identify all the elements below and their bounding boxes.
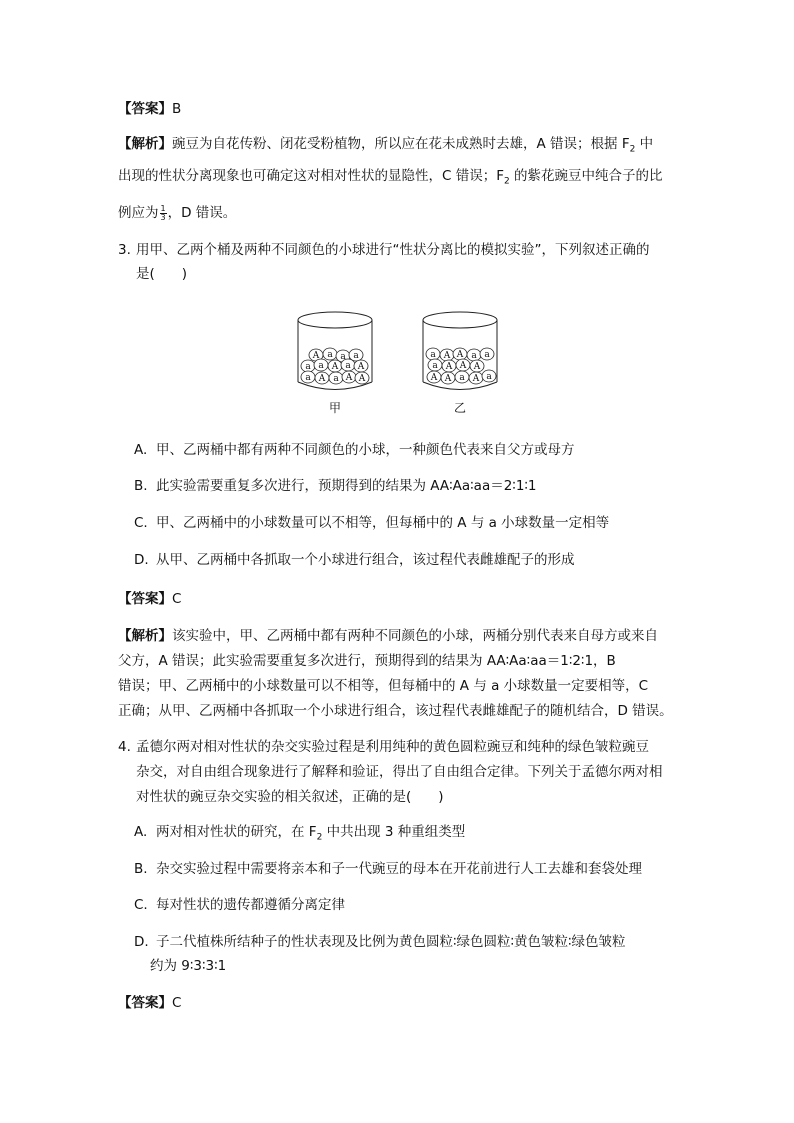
- ball-A: A: [456, 350, 464, 360]
- answer-value: B: [172, 101, 182, 117]
- ball-a: a: [459, 373, 465, 383]
- ball-A: A: [444, 374, 452, 384]
- ball-A: A: [473, 362, 481, 372]
- fraction: $\frac{1}{3}$: [160, 203, 166, 222]
- answer-3: [118, 587, 678, 611]
- bucket-yi-label: 乙: [453, 401, 467, 415]
- analysis-3: 【解析】该实验中，甲、乙两桶中都有两种不同颜色的小球，两桶分别代表来自母方或来自 父方，A 错误；此实验需要重复多次进行，预期得到的结果为 AA∶Aa∶aa＝1∶2∶1，B 错误；甲、乙两桶中的小球数量可以不相等，但每桶中的 A 与 a 小球数量一定要相等，C 正确；从甲、乙两桶中各抓取一个小球进行组合，该过程代表雌雄配子的随机结合，D 错误。: [118, 628, 673, 719]
- answer-value: C: [172, 591, 182, 607]
- option-c[interactable]: C. 每对性状的遗传都遵循分离定律: [134, 897, 345, 913]
- option-a[interactable]: A. 两对相对性状的研究，在 $F_2$ 中共出现 3 种重组类型: [134, 824, 466, 843]
- question-text: 是( ): [136, 266, 188, 282]
- analysis-label: 【解析】: [118, 628, 172, 644]
- option-b[interactable]: B. 杂交实验过程中需要将亲本和子一代豌豆的母本在开花前进行人工去雄和套袋处理: [134, 861, 642, 877]
- ball-A: A: [312, 351, 320, 361]
- bucket-yi: [423, 312, 497, 390]
- question-number: 3.: [118, 242, 131, 258]
- analysis-line: 出现的性状分离现象也可确定这对相对性状的显隐性，C 错误；$F_2$ 的紫花豌豆中纯合子的比: [118, 167, 663, 187]
- option-a[interactable]: A. 甲、乙两桶中都有两种不同颜色的小球，一种颜色代表来自父方或母方: [134, 442, 575, 458]
- ball-a: a: [333, 374, 339, 384]
- analysis-line: 【解析】豌豆为自花传粉、闭花受粉植物，所以应在花未成熟时去雄，A 错误；根据 $F_2$ 中: [118, 136, 654, 155]
- question-text: 孟德尔两对相对性状的杂交实验过程是利用纯种的黄色圆粒豌豆和纯种的绿色皱粒豌豆: [136, 739, 649, 755]
- ball-A: A: [345, 373, 353, 383]
- ball-a: a: [471, 351, 477, 361]
- question-4: [118, 735, 678, 810]
- answer-label: 【答案】: [118, 995, 172, 1011]
- ball-a: a: [432, 361, 438, 371]
- answer-label: 【答案】: [118, 591, 172, 607]
- ball-a: a: [430, 350, 436, 360]
- option-b[interactable]: B. 此实验需要重复多次进行，预期得到的结果为 AA∶Aa∶aa＝2∶1∶1: [134, 478, 537, 494]
- option-d[interactable]: D. 从甲、乙两桶中各抓取一个小球进行组合，该过程代表雌雄配子的形成: [134, 552, 575, 568]
- ball-A: A: [430, 373, 438, 383]
- analysis-label: 【解析】: [118, 136, 172, 152]
- ball-a: a: [486, 372, 492, 382]
- bucket-diagram: [290, 302, 510, 422]
- answer-4: [118, 991, 678, 1015]
- answer-2: [118, 97, 678, 121]
- question-3: [118, 238, 678, 286]
- question-text: 对性状的豌豆杂交实验的相关叙述，正确的是( ): [136, 789, 444, 805]
- ball-a: a: [305, 373, 311, 383]
- analysis-line: 例应为 $\frac{1}{3}$ ，D 错误。: [118, 203, 237, 222]
- question-text: 杂交，对自由组合现象进行了解释和验证，得出了自由组合定律。下列关于孟德尔两对相: [136, 764, 663, 780]
- question-number: 4.: [118, 739, 131, 755]
- bucket-jia-label: 甲: [328, 401, 342, 415]
- ball-a: a: [353, 351, 359, 361]
- analysis-2: [118, 132, 678, 225]
- ball-a: a: [327, 350, 333, 360]
- ball-A: A: [459, 361, 467, 371]
- ball-A: A: [472, 374, 480, 384]
- option-c[interactable]: C. 甲、乙两桶中的小球数量可以不相等，但每桶中的 A 与 a 小球数量一定相等: [134, 515, 610, 531]
- answer-value: C: [172, 995, 182, 1011]
- answer-label: 【答案】: [118, 101, 172, 117]
- option-d[interactable]: D. 子二代植株所结种子的性状表现及比例为黄色圆粒∶绿色圆粒∶黄色皱粒∶绿色皱粒 约为 9∶3∶3∶1: [134, 934, 626, 974]
- question-text: 用甲、乙两个桶及两种不同颜色的小球进行“性状分离比的模拟实验”，下列叙述正确的: [136, 242, 650, 258]
- bucket-jia: [298, 312, 372, 390]
- bucket-figure: [290, 302, 510, 422]
- ball-A: A: [357, 362, 365, 372]
- ball-A: A: [443, 351, 451, 361]
- ball-a: a: [305, 362, 311, 372]
- ball-A: A: [445, 362, 453, 372]
- ball-A: A: [331, 362, 339, 372]
- ball-a: a: [340, 352, 346, 362]
- ball-a: a: [484, 350, 490, 360]
- ball-a: a: [345, 361, 351, 371]
- ball-A: A: [358, 374, 366, 384]
- ball-a: a: [318, 361, 324, 371]
- ball-A: A: [318, 374, 326, 384]
